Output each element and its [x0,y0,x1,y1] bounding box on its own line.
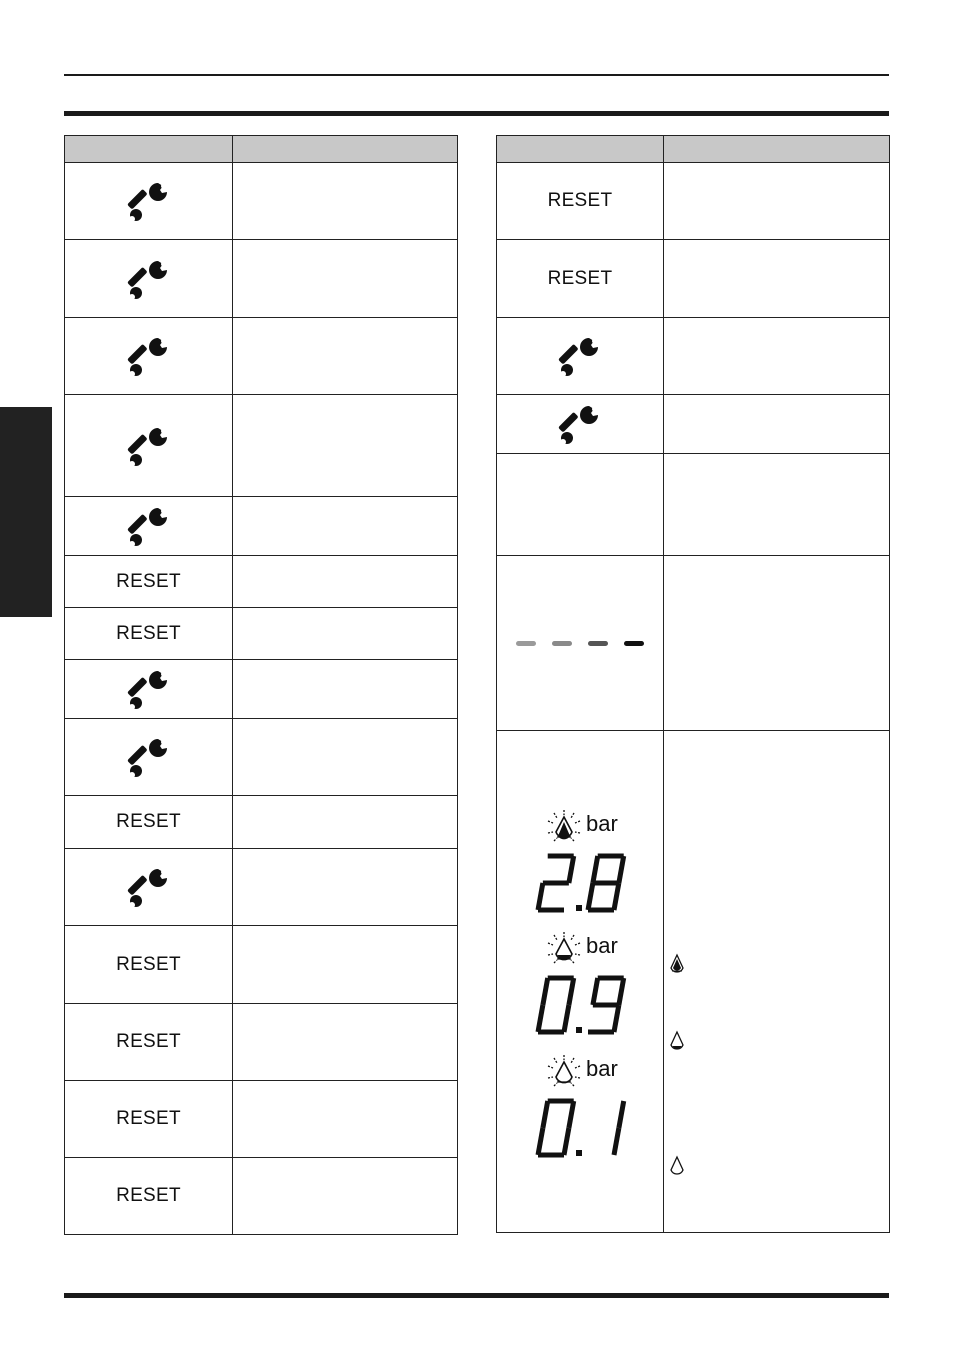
table-row [65,926,458,1004]
description-cell [233,395,458,497]
symbol-cell [65,926,233,1004]
symbol-cell [497,318,664,395]
digit-segment [569,1101,574,1128]
pressure-reading [532,1097,632,1164]
dash-segment [516,641,536,646]
digit-segment [569,856,574,883]
symbol-cell [65,163,233,240]
table-row [497,240,890,318]
reset-label: RESET [116,1031,181,1052]
table-row [65,497,458,556]
left-table [64,135,458,1235]
table-row [65,1158,458,1235]
digit-segment [619,856,624,883]
header-cell [233,136,458,163]
table-row [65,660,458,719]
header-cell [65,136,233,163]
table-row [65,1004,458,1081]
table-row [65,240,458,318]
description-cell [664,731,890,1233]
symbol-cell [65,1081,233,1158]
description-cell [233,240,458,318]
symbol-cell [65,395,233,497]
digit-segment [593,856,598,883]
table-row [65,796,458,849]
symbol-cell [65,240,233,318]
description-cell [664,454,890,556]
top-thick-rule [64,111,889,116]
description-cell [233,1081,458,1158]
small-full-drop-icon [668,953,688,982]
table-row [497,454,890,556]
description-cell [233,163,458,240]
wrench-icon [65,504,232,548]
table-row [497,556,890,731]
table-row [65,608,458,660]
symbol-cell [65,608,233,660]
reset-label: RESET [116,811,181,832]
digit-segment [543,978,548,1005]
empty-drop-icon [534,1053,594,1098]
description-cell [233,1158,458,1235]
decimal-point [576,1027,582,1033]
reset-label: RESET [116,1185,181,1206]
symbol-cell [65,1158,233,1235]
digit-segment [614,883,619,910]
pressure-reading [532,974,632,1041]
dashes-icon [497,641,663,646]
wrench-icon [65,735,232,779]
description-cell [233,556,458,608]
bar-unit-label: bar [586,1056,618,1081]
wrench-icon [65,179,232,223]
small-empty-drop-icon [668,1155,688,1184]
header-cell [664,136,890,163]
description-cell [233,660,458,719]
table-row [497,395,890,454]
decimal-point [576,905,582,911]
wrench-icon [65,667,232,711]
dash-segment [552,641,572,646]
description-cell [664,163,890,240]
bottom-thick-rule [64,1293,889,1298]
symbol-cell [65,849,233,926]
symbol-cell [65,318,233,395]
symbol-cell [65,796,233,849]
wrench-icon [497,334,663,378]
description-cell [664,240,890,318]
symbol-cell [65,719,233,796]
digit-segment [614,1128,619,1155]
digit-segment [538,1005,543,1032]
bar-unit-label: bar [586,933,618,958]
full-drop-icon [534,808,594,853]
table-row [65,556,458,608]
top-thin-rule [64,74,889,76]
symbol-cell [65,556,233,608]
reset-label: RESET [116,570,181,592]
reset-label: RESET [547,267,613,289]
digit-segment [619,1101,624,1128]
small-half-drop-icon [668,1030,688,1059]
digit-segment [538,1128,543,1155]
wrench-icon [497,402,663,446]
table-row [65,318,458,395]
symbol-cell [497,163,664,240]
digit-segment [619,978,624,1005]
side-tab [0,407,52,617]
symbol-cell [65,497,233,556]
symbol-cell [65,1004,233,1081]
description-cell [233,926,458,1004]
digit-segment [564,1005,569,1032]
description-cell [664,395,890,454]
symbol-cell [497,240,664,318]
decimal-point [576,1150,582,1156]
pressure-reading [532,852,632,919]
bar-unit-label: bar [586,811,618,836]
reset-label: RESET [116,622,181,644]
description-cell [664,556,890,731]
description-cell [233,497,458,556]
wrench-icon [65,865,232,909]
digit-segment [588,883,593,910]
reset-label: RESET [116,1108,181,1129]
wrench-icon [65,257,232,301]
symbol-cell [497,556,664,731]
symbol-cell [65,660,233,719]
table-row [65,849,458,926]
header-cell [497,136,664,163]
description-cell [233,719,458,796]
description-cell [233,608,458,660]
digit-segment [543,1101,548,1128]
left-table-header [65,136,458,163]
dash-segment [624,641,644,646]
table-row [65,163,458,240]
wrench-icon [65,334,232,378]
table-row [497,163,890,240]
table-row [65,719,458,796]
digit-segment [564,1128,569,1155]
digit-segment [593,978,598,1005]
digit-segment [614,1005,619,1032]
dash-segment [588,641,608,646]
reset-label: RESET [116,953,181,975]
table-row [65,395,458,497]
description-cell [664,318,890,395]
reset-label: RESET [547,190,613,211]
right-table-header [497,136,890,163]
half-drop-icon [534,930,594,975]
table-row [65,1081,458,1158]
wrench-icon [65,424,232,468]
symbol-cell [497,454,664,556]
description-cell [233,849,458,926]
description-cell [233,318,458,395]
description-cell [233,796,458,849]
symbol-cell [497,395,664,454]
description-cell [233,1004,458,1081]
digit-segment [538,883,543,910]
table-row [497,318,890,395]
digit-segment [569,978,574,1005]
